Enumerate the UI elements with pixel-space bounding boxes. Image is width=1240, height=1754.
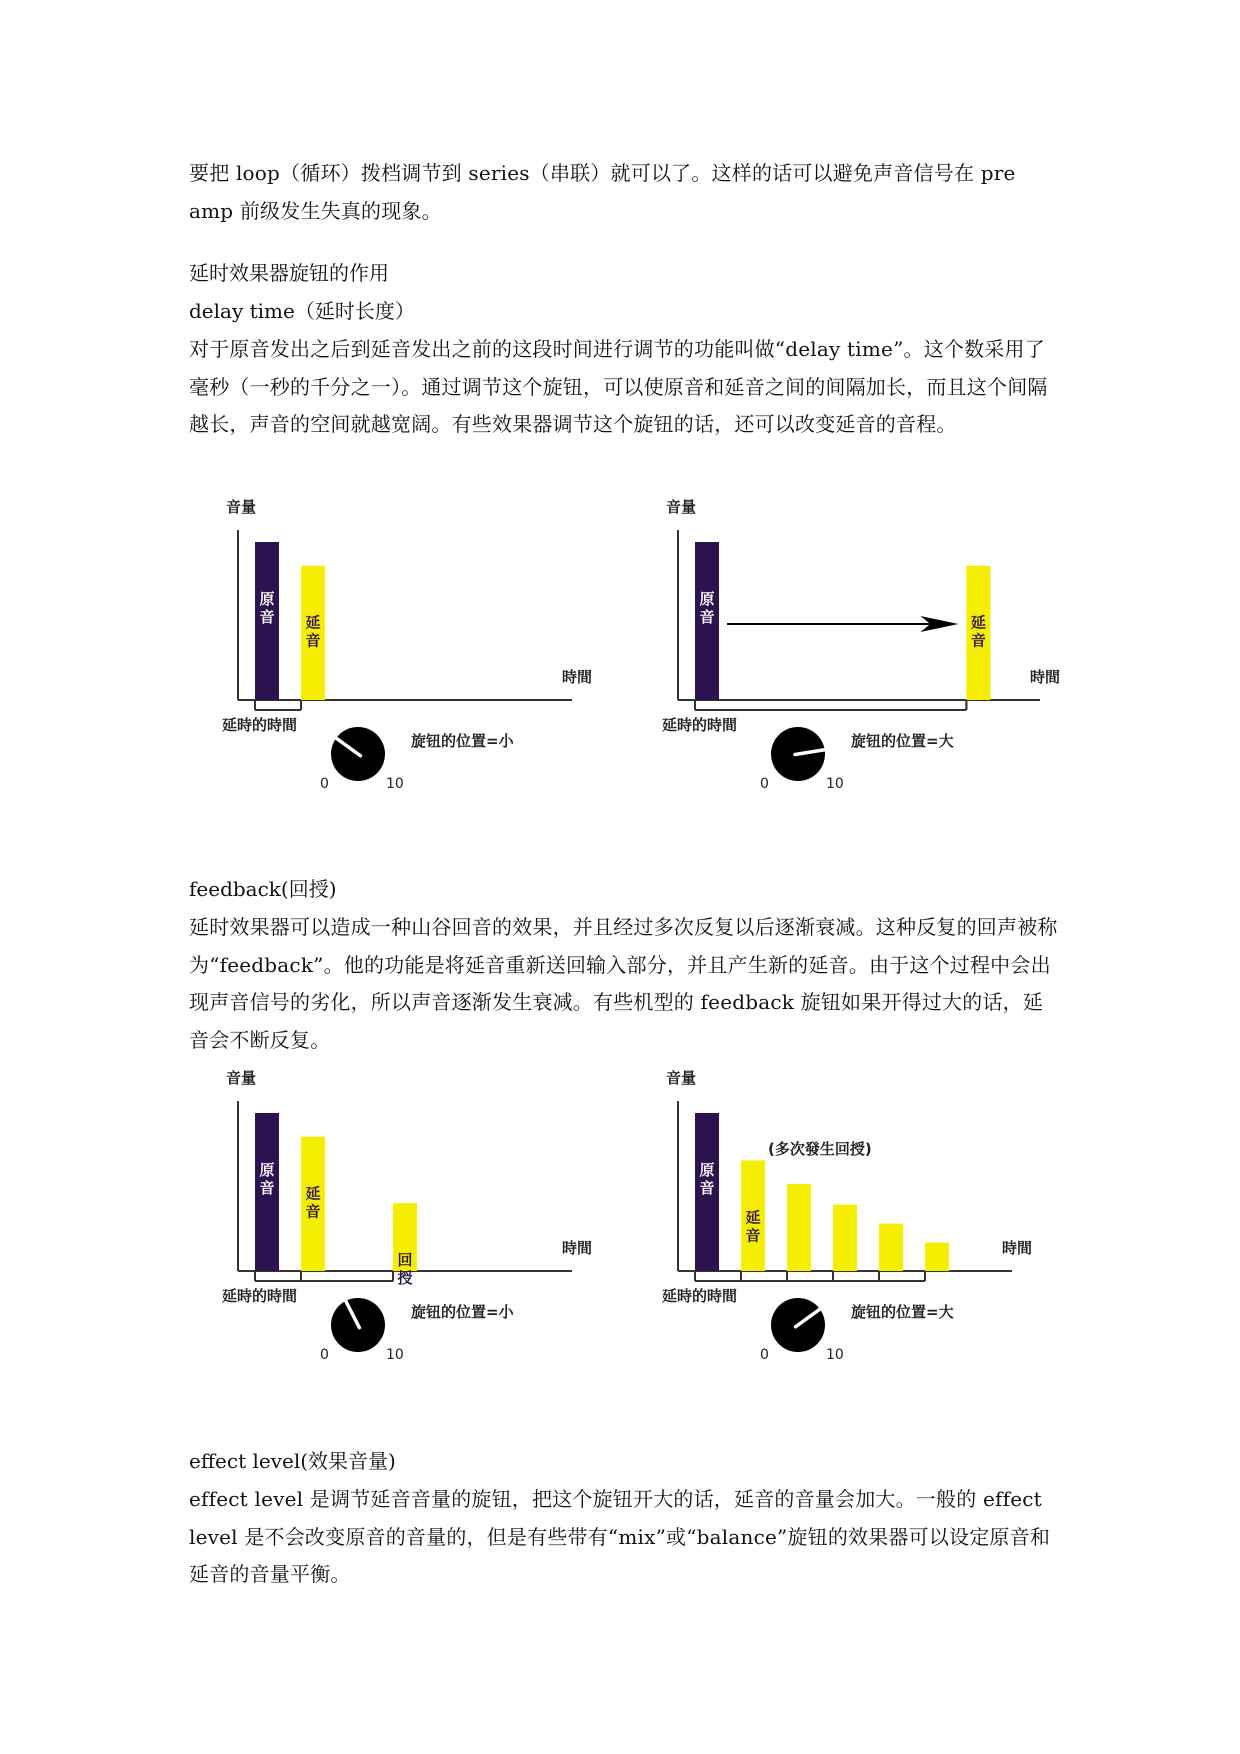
bar-delay [787,1184,811,1271]
intro-paragraph: 要把 loop（循环）拨档调节到 series（串联）就可以了。这样的话可以避免声音信号在 pre amp 前级发生失真的现象。 [189,161,1016,223]
delay-time-paragraph: 对于原音发出之后到延音发出之前的这段时间进行调节的功能叫做“delay time”。这个数采用了毫秒（一秒的千分之一）。通过调节这个旋钮，可以使原音和延音之间的间隔加长，而且这个间隔越长，声音的空间就越宽阔。有些效果器调节这个旋钮的话，还可以改变延音的音程。 [189,337,1048,436]
heading-effect-level: effect level(效果音量) [189,1449,396,1473]
bar-label-char: 授 [397,1269,413,1288]
bar-label-char: 音 [305,1202,321,1221]
knob-position-label: 旋钮的位置=大 [851,1303,954,1321]
section-heading-knobs: 延时效果器旋钮的作用 [189,261,389,285]
knob-position-label: 旋钮的位置=小 [411,732,514,750]
y-axis-label: 音量 [666,498,697,516]
knob-position-label: 旋钮的位置=大 [851,732,954,750]
bar-label-char: 音 [699,608,715,626]
bar-label-char: 音 [259,1179,275,1197]
x-axis-label: 時間 [562,1239,593,1257]
diagram-delay-time-large [640,490,1060,805]
bar-label-char: 原 [699,590,715,608]
effect-level-paragraph: effect level 是调节延音音量的旋钮，把这个旋钮开大的话，延音的音量会加大。一般的 effect level 是不会改变原音的音量的，但是有些带有“mix”或“balance”旋钮的效果器可以设定原音和延音的音量平衡。 [189,1487,1051,1586]
heading-feedback: feedback(回授) [189,877,337,901]
bar-delay [925,1243,949,1271]
delay-span-label: 延時的時間 [222,1287,298,1305]
diagram-feedback-small [200,1061,600,1376]
bar-label-char: 延 [305,1184,321,1203]
bar-label-char: 原 [259,1161,275,1179]
knob-min-label: 0 [320,1347,329,1363]
delay-span-label: 延時的時間 [662,1287,738,1305]
diagram-feedback-large [640,1061,1060,1376]
knob-min-label: 0 [760,1347,769,1363]
bar-label-char: 音 [970,631,986,650]
knob-min-label: 0 [320,776,329,792]
bar-label-char: 回 [397,1251,413,1270]
bar-label-char: 音 [305,631,321,650]
bar-label-char: 原 [699,1161,715,1179]
knob-position-label: 旋钮的位置=小 [411,1303,514,1321]
knob-max-label: 10 [826,776,844,792]
feedback-paragraph: 延时效果器可以造成一种山谷回音的效果，并且经过多次反复以后逐渐衰减。这种反复的回声被称为“feedback”。他的功能是将延音重新送回输入部分，并且产生新的延音。由于这个过程中会出现声音信号的劣化，所以声音逐渐发生衰减。有些机型的 feedback 旋钮如果开得过大的话，延音会不断反复。 [189,915,1058,1052]
bar-label-char: 延 [745,1208,761,1227]
feedback-note: (多次發生回授) [768,1140,872,1158]
knob-max-label: 10 [826,1347,844,1363]
x-axis-label: 時間 [562,668,593,686]
knob-min-label: 0 [760,776,769,792]
bar-label-char: 音 [745,1226,761,1245]
bar-label-char: 延 [305,613,321,632]
knob-max-label: 10 [386,776,404,792]
knob-max-label: 10 [386,1347,404,1363]
bar-label-char: 音 [699,1179,715,1197]
diagram-delay-time-small [200,490,600,805]
bar-label-char: 延 [970,613,986,632]
x-axis-label: 時間 [1030,668,1061,686]
bar-label-char: 原 [259,590,275,608]
bar-delay [879,1224,903,1271]
delay-span-label: 延時的時間 [662,716,738,734]
delay-span-label: 延時的時間 [222,716,298,734]
y-axis-label: 音量 [226,498,257,516]
y-axis-label: 音量 [666,1069,697,1087]
heading-delay-time: delay time（延时长度） [189,299,415,323]
bar-label-char: 音 [259,608,275,626]
y-axis-label: 音量 [226,1069,257,1087]
bar-delay [833,1205,857,1271]
x-axis-label: 時間 [1002,1239,1033,1257]
